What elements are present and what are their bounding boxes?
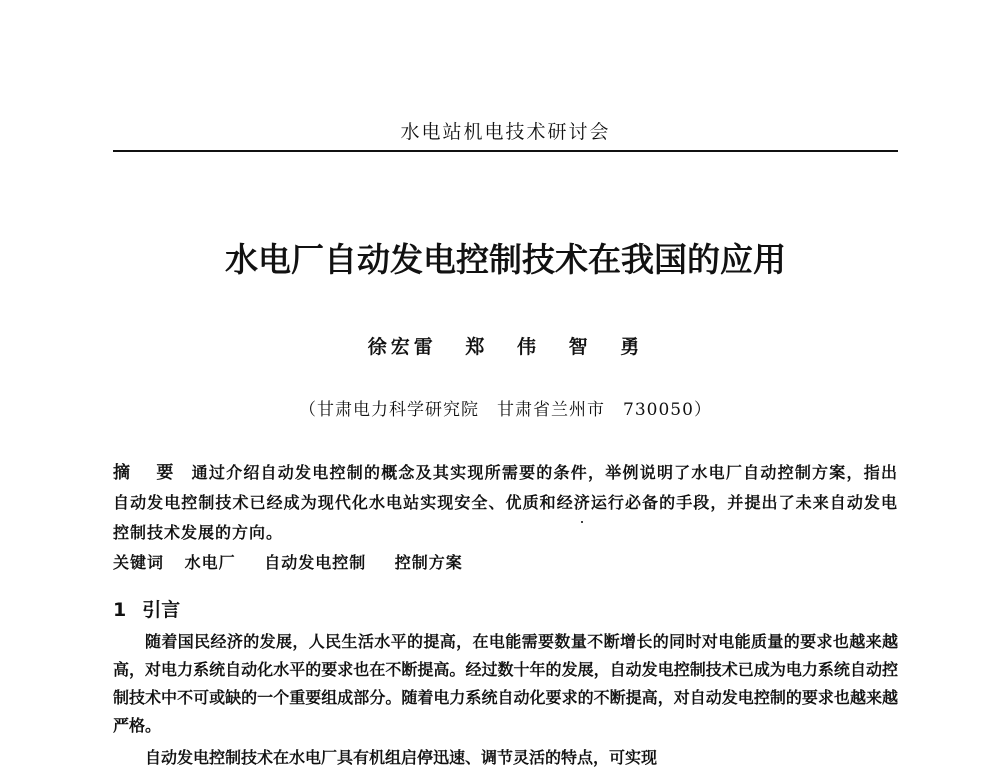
abstract <box>113 458 898 548</box>
section-title: 引言 <box>142 599 181 621</box>
body-paragraph-2: 自动发电控制技术在水电厂具有机组启停迅速、调节灵活的特点，可实现 <box>145 748 658 767</box>
running-header: 水电站机电技术研讨会 <box>400 121 611 143</box>
keyword-3: 控制方案 <box>394 553 463 572</box>
paper-title: 水电厂自动发电控制技术在我国的应用 <box>225 240 786 279</box>
author-2: 郑 伟 <box>465 336 540 358</box>
affiliation: （甘肃电力科学研究院 甘肃省兰州市 730050） <box>299 400 712 420</box>
abstract-text: 通过介绍自动发电控制的概念及其实现所需要的条件，举例说明了水电厂自动控制方案，指出自动发电控制技术已经成为现代化水电站实现安全、优质和经济运行必备的手段，并提出了未来自动发电控制技术发展的方向。 <box>113 463 898 542</box>
section-number: 1 <box>113 599 127 621</box>
keywords <box>113 549 898 577</box>
section-heading <box>113 596 898 624</box>
author-1: 徐宏雷 <box>367 336 437 358</box>
abstract-label: 摘 要 <box>113 463 184 483</box>
body-paragraph-1: 随着国民经济的发展，人民生活水平的提高，在电能需要数量不断增长的同时对电能质量的要求也越来越高，对电力系统自动化水平的要求也在不断提高。经过数十年的发展，自动发电控制技术已成为电力系统自动控制技术中不可或缺的一个重要组成部分。随着电力系统自动化要求的不断提高，对自动发电控制的要求也越来越严格。 <box>113 632 898 735</box>
scan-speck <box>581 521 583 523</box>
header-rule <box>113 150 898 152</box>
author-3: 智 勇 <box>568 336 644 358</box>
keyword-2: 自动发电控制 <box>264 553 367 572</box>
keyword-1: 水电厂 <box>184 553 236 572</box>
keywords-label: 关键词 <box>113 553 165 572</box>
authors <box>113 333 898 361</box>
